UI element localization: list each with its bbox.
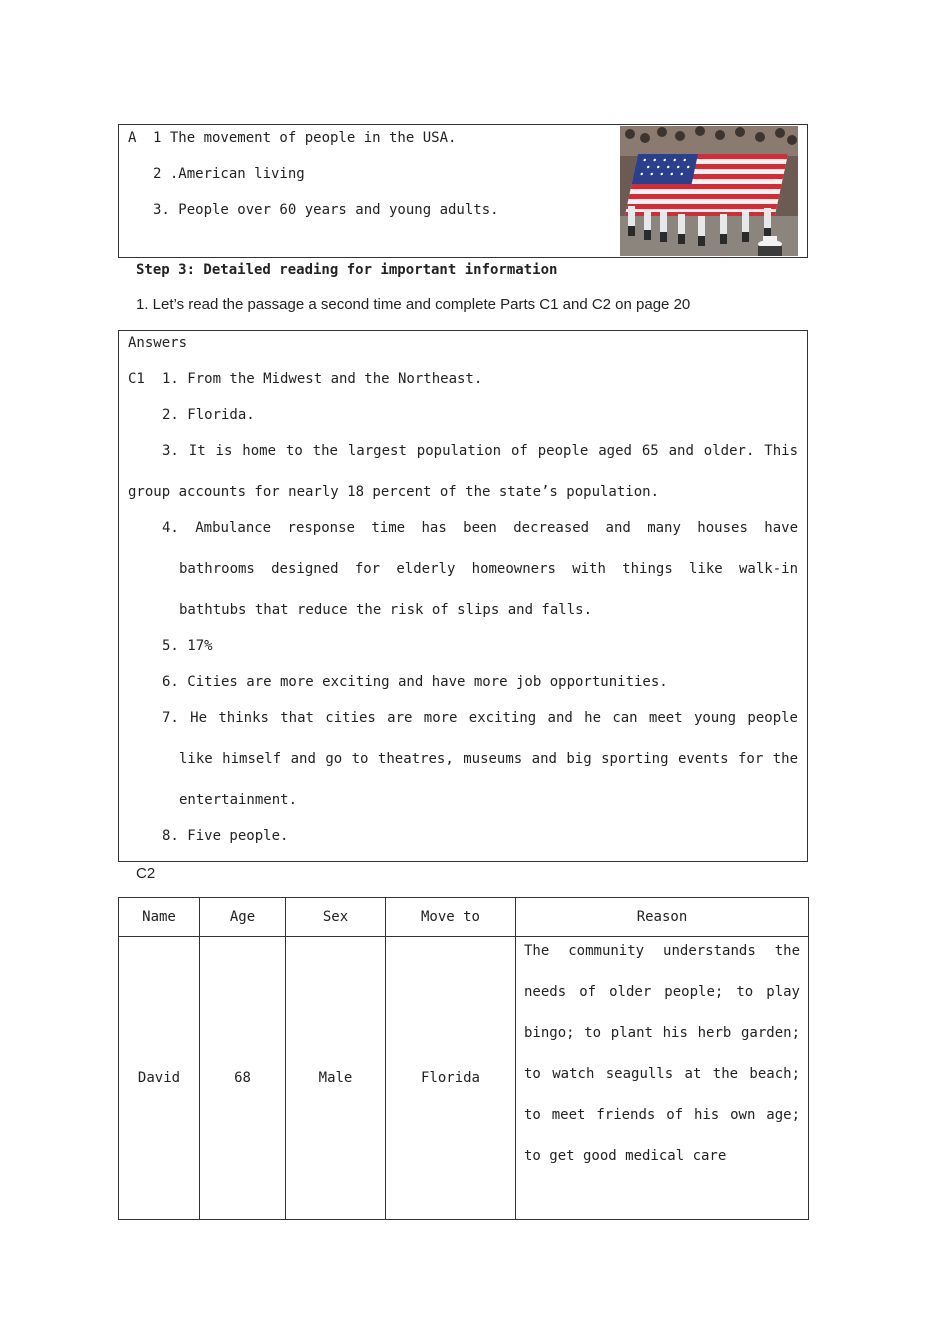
c2-table bbox=[118, 897, 809, 1220]
c2-header-sex: Sex bbox=[286, 898, 386, 937]
c1-item-8: 8. Five people. bbox=[162, 828, 289, 844]
c2-header-move-to: Move to bbox=[386, 898, 516, 937]
c1-item-6: 6. Cities are more exciting and have more job opportunities. bbox=[162, 674, 668, 690]
reason-line: to meet friends of his own age; bbox=[524, 1107, 800, 1123]
section-a-item-1: 1 The movement of people in the USA. bbox=[153, 130, 457, 146]
c1-item-2: 2. Florida. bbox=[162, 407, 255, 423]
c1-item-4-line-1: 4. Ambulance response time has been decreased and many houses have bbox=[162, 520, 798, 536]
reason-line: to get good medical care bbox=[524, 1148, 727, 1164]
c1-item-7-line-3: entertainment. bbox=[179, 792, 298, 808]
c2-header-name: Name bbox=[119, 898, 200, 937]
section-a-label: A bbox=[128, 130, 137, 146]
section-a-item-3: 3. People over 60 years and young adults. bbox=[153, 202, 499, 218]
table-row bbox=[119, 937, 809, 1220]
section-a-item-2: 2 .American living bbox=[153, 166, 305, 182]
american-flag-parade-photo bbox=[620, 126, 798, 256]
reason-line: The community understands the bbox=[524, 943, 800, 959]
c2-header-reason: Reason bbox=[516, 898, 809, 937]
step3-instruction: 1. Let’s read the passage a second time and complete Parts C1 and C2 on page 20 bbox=[136, 296, 691, 313]
c1-label: C1 bbox=[128, 371, 145, 387]
c2-cell-age: 68 bbox=[200, 937, 286, 1220]
c1-item-4-line-3: bathtubs that reduce the risk of slips and falls. bbox=[179, 602, 593, 618]
reason-line: to watch seagulls at the beach; bbox=[524, 1066, 800, 1082]
c2-cell-name: David bbox=[119, 937, 200, 1220]
step3-heading: Step 3: Detailed reading for important information bbox=[136, 262, 558, 278]
c1-item-5: 5. 17% bbox=[162, 638, 213, 654]
c1-item-3-line-1: 3. It is home to the largest population of people aged 65 and older. This bbox=[162, 443, 798, 459]
c1-item-4-line-2: bathrooms designed for elderly homeowners with things like walk-in bbox=[179, 561, 798, 577]
c1-item-7-line-2: like himself and go to theatres, museums and big sporting events for the bbox=[179, 751, 798, 767]
reason-line: bingo; to plant his herb garden; bbox=[524, 1025, 800, 1041]
c2-cell-move-to: Florida bbox=[386, 937, 516, 1220]
c1-item-1: 1. From the Midwest and the Northeast. bbox=[162, 371, 483, 387]
c2-header-row bbox=[119, 898, 809, 937]
reason-line: needs of older people; to play bbox=[524, 984, 800, 1000]
c1-item-7-line-1: 7. He thinks that cities are more exciting and he can meet young people bbox=[162, 710, 798, 726]
c1-item-3-line-2: group accounts for nearly 18 percent of the state’s population. bbox=[128, 484, 660, 500]
c2-cell-sex: Male bbox=[286, 937, 386, 1220]
c2-header-age: Age bbox=[200, 898, 286, 937]
c2-label: C2 bbox=[136, 865, 156, 882]
answers-heading: Answers bbox=[128, 335, 188, 351]
c2-cell-reason bbox=[516, 937, 809, 1220]
